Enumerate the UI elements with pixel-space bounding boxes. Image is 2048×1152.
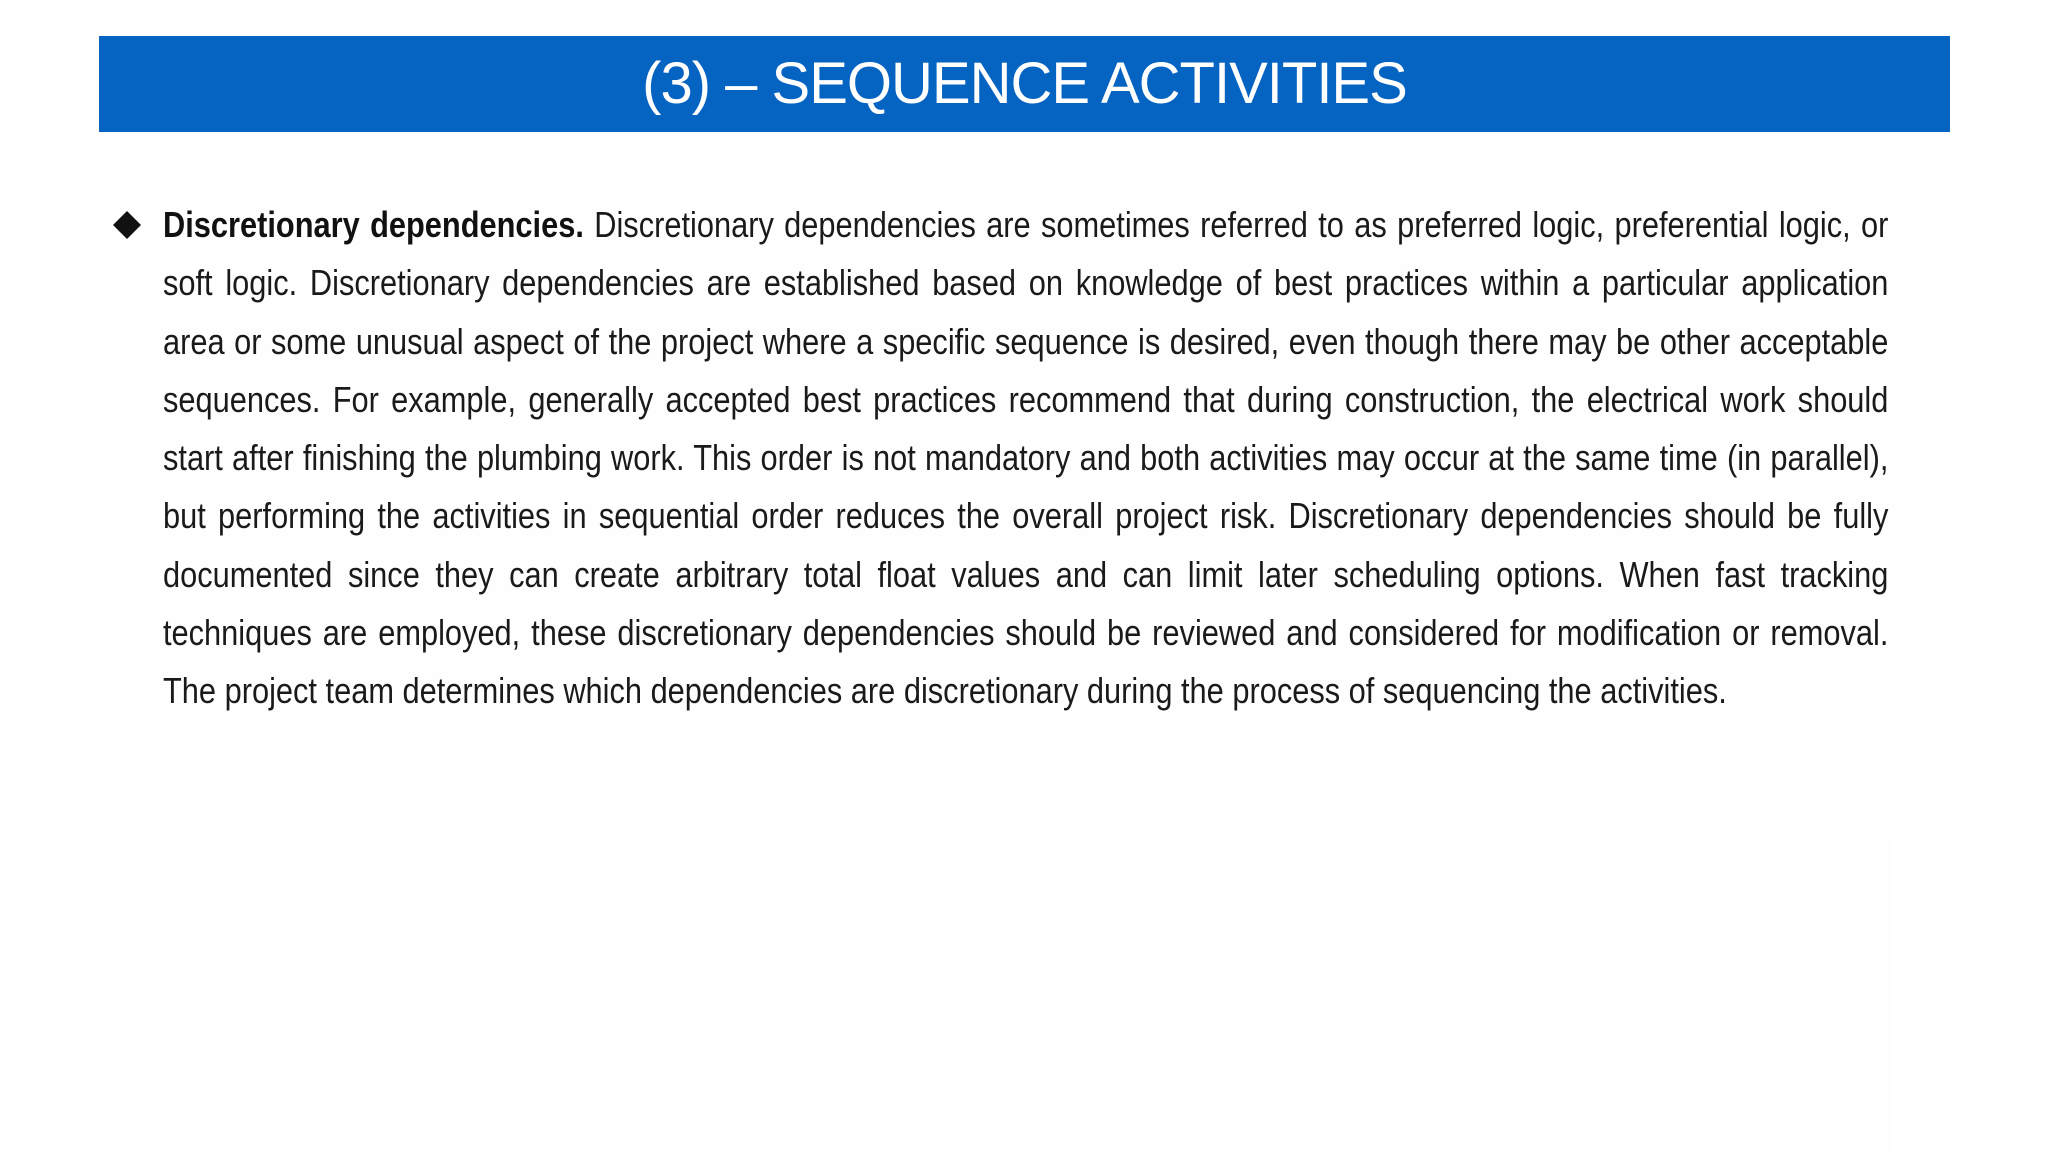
content-block xyxy=(112,196,1894,836)
term-label: Discretionary dependencies. xyxy=(163,204,584,245)
diamond-bullet-icon xyxy=(112,210,142,240)
slide-title: (3) – SEQUENCE ACTIVITIES xyxy=(642,51,1407,116)
body-text: Discretionary dependencies are sometimes referred to as preferred logic, preferential logic, or soft logic. Discretionary dependencies are established based on knowledge of best practices within a particular application area or some unusual aspect of the project where a specific sequence is desired, even though there may be other acceptable sequences. For example, generally accepted best practices recommend that during construction, the electrical work should start after finishing the plumbing work. This order is not mandatory and both activities may occur at the same time (in parallel), but performing the activities in sequential order reduces the overall project risk. Discretionary dependencies should be fully documented since they can create arbitrary total float values and can limit later scheduling options. When fast tracking techniques are employed, these discretionary dependencies should be reviewed and considered for modification or removal. The project team determines which dependencies are discretionary during the process of sequencing the activities. xyxy=(163,204,1889,712)
bullet-paragraph xyxy=(163,196,1888,721)
blank-area xyxy=(160,836,1892,1152)
title-bar xyxy=(99,36,1950,132)
